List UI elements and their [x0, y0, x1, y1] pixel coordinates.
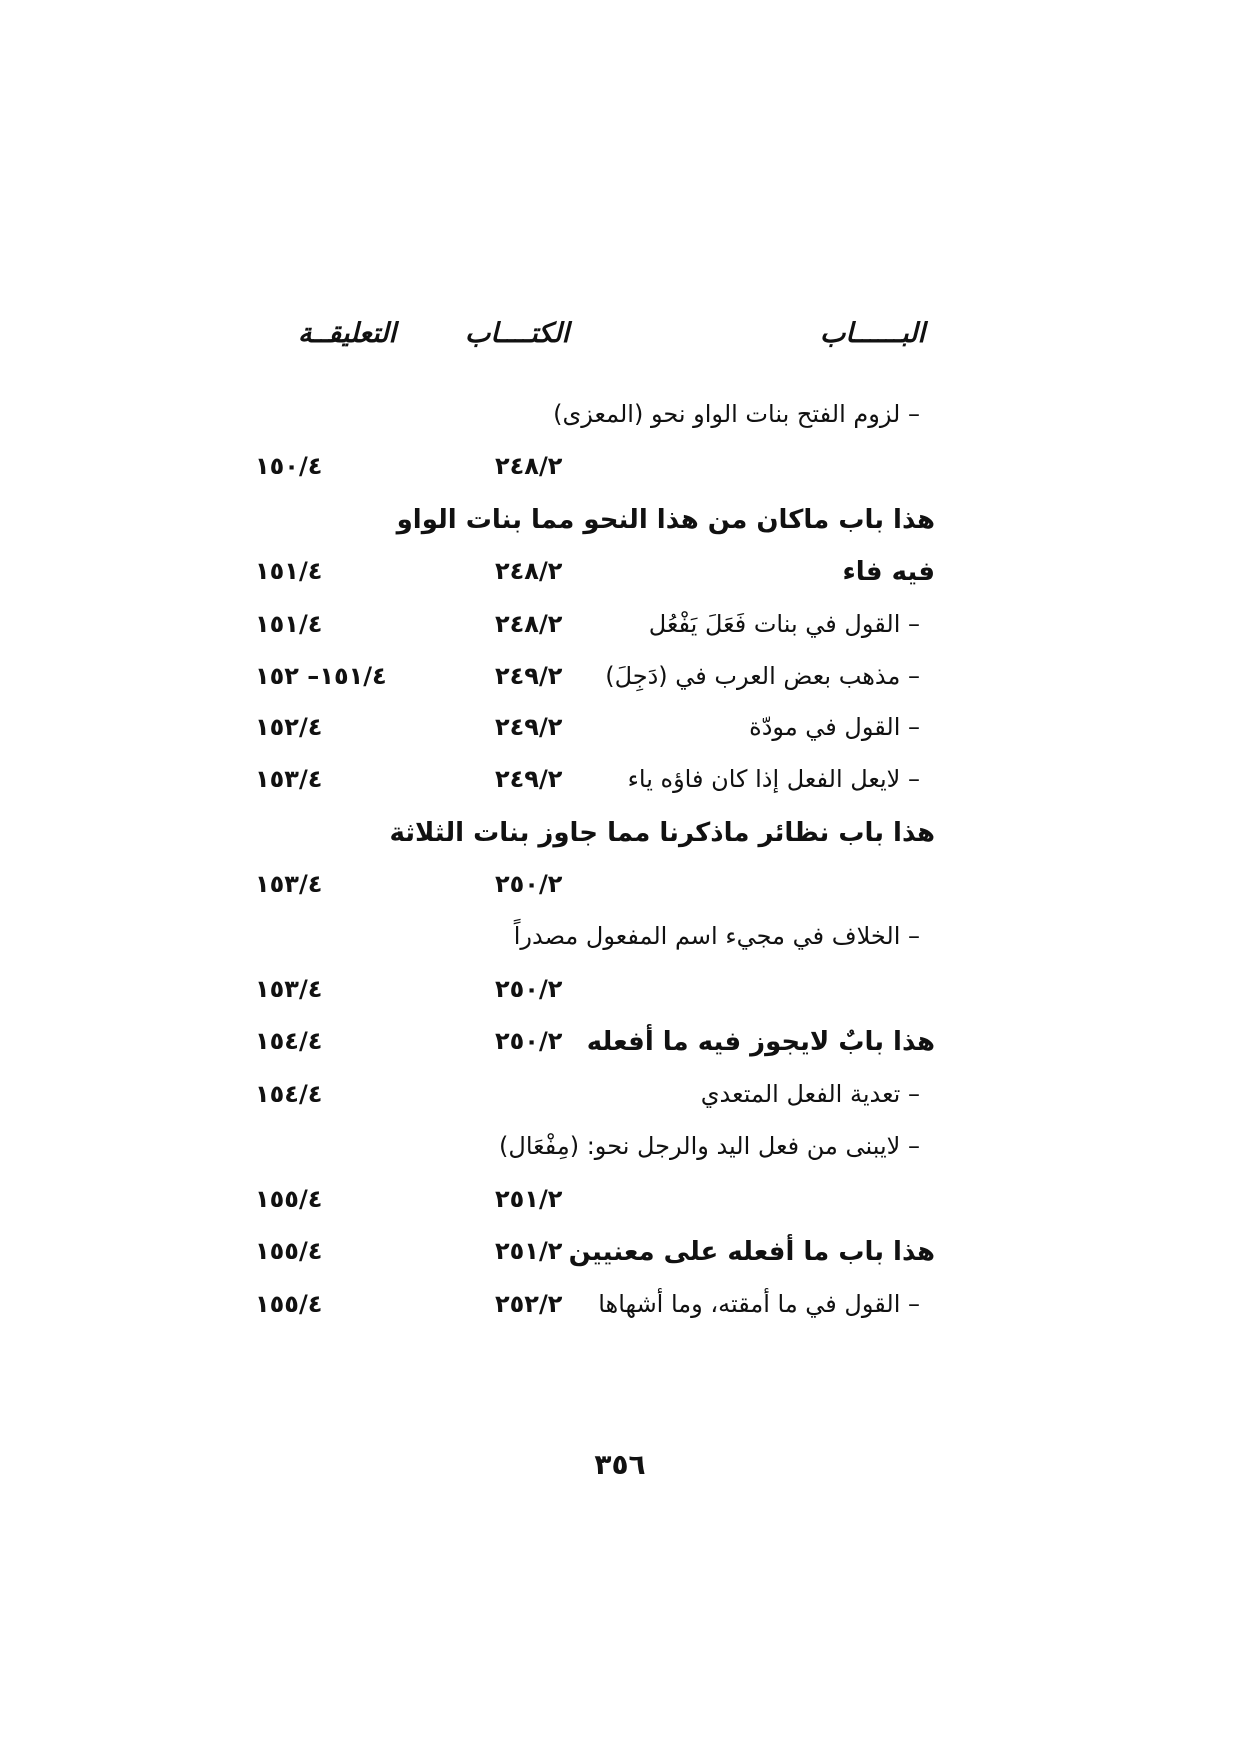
entry-title: – تعدية الفعل المتعدي	[700, 1080, 920, 1108]
entry-title: – القول في ما أمقته، وما أشهاها	[598, 1290, 920, 1318]
commentary-ref: ١٥٠/٤	[255, 452, 323, 480]
header-bab: البــــــاب	[820, 318, 925, 349]
book-ref: ٢٤٨/٢	[495, 452, 563, 480]
commentary-ref: ١٥٥/٤	[255, 1290, 323, 1318]
index-row	[0, 1290, 1240, 1330]
book-ref: ٢٤٩/٢	[495, 662, 563, 690]
commentary-ref: ١٥٤/٤	[255, 1027, 323, 1055]
book-ref: ٢٥١/٢	[495, 1237, 563, 1265]
commentary-ref: ١٥١/٤	[255, 610, 323, 638]
index-row	[0, 610, 1240, 650]
header-kitab: الكتــــاب	[465, 318, 570, 349]
commentary-ref: ١٥٣/٤	[255, 765, 323, 793]
commentary-ref: ١٥٥/٤	[255, 1237, 323, 1265]
chapter-title: هذا باب ماكان من هذا النحو مما بنات الواو	[396, 505, 935, 535]
index-row	[0, 1237, 1240, 1277]
entry-title: – القول في مودّة	[749, 713, 920, 741]
book-ref: ٢٤٩/٢	[495, 765, 563, 793]
index-row	[0, 505, 1240, 545]
index-row	[0, 713, 1240, 753]
book-ref: ٢٤٩/٢	[495, 713, 563, 741]
entry-title: – لزوم الفتح بنات الواو نحو (المعزى)	[553, 400, 920, 428]
index-row	[0, 870, 1240, 910]
index-row	[0, 452, 1240, 492]
entry-title: – القول في بنات فَعَلَ يَفْعُل	[648, 610, 920, 638]
chapter-title: فيه فاء	[842, 557, 935, 587]
book-ref: ٢٥٠/٢	[495, 1027, 563, 1055]
entry-title: – مذهب بعض العرب في (دَجِلَ)	[605, 662, 920, 690]
commentary-ref: ١٥٣/٤	[255, 870, 323, 898]
chapter-title: هذا باب ما أفعله على معنيين	[568, 1237, 935, 1267]
book-ref: ٢٤٨/٢	[495, 610, 563, 638]
book-ref: ٢٤٨/٢	[495, 557, 563, 585]
index-row	[0, 400, 1240, 440]
commentary-ref: ١٥٣/٤	[255, 975, 323, 1003]
chapter-title: هذا باب نظائر ماذكرنا مما جاوز بنات الثلاثة	[389, 818, 935, 848]
index-row	[0, 1027, 1240, 1067]
index-row	[0, 1185, 1240, 1225]
entry-title: – لايبنى من فعل اليد والرجل نحو: (مِفْعَال)	[499, 1132, 920, 1160]
commentary-ref: ١٥١/٤	[255, 557, 323, 585]
book-ref: ٢٥٠/٢	[495, 870, 563, 898]
entry-title: – لايعل الفعل إذا كان فاؤه ياء	[627, 765, 920, 793]
commentary-ref: ١٥٥/٤	[255, 1185, 323, 1213]
index-row	[0, 1132, 1240, 1172]
index-row	[0, 1080, 1240, 1120]
index-row	[0, 922, 1240, 962]
commentary-ref: ١٥٢/٤	[255, 713, 323, 741]
commentary-ref: ١٥١/٤– ١٥٢	[255, 662, 387, 690]
book-ref: ٢٥١/٢	[495, 1185, 563, 1213]
commentary-ref: ١٥٤/٤	[255, 1080, 323, 1108]
book-ref: ٢٥٠/٢	[495, 975, 563, 1003]
entry-title: – الخلاف في مجيء اسم المفعول مصدراً	[513, 922, 920, 950]
index-row	[0, 662, 1240, 702]
chapter-title: هذا بابٌ لايجوز فيه ما أفعله	[586, 1027, 935, 1057]
index-row	[0, 765, 1240, 805]
book-ref: ٢٥٢/٢	[495, 1290, 563, 1318]
index-row	[0, 975, 1240, 1015]
page-number: ٣٥٦	[594, 1448, 646, 1481]
index-row	[0, 818, 1240, 858]
header-taliqa: التعليقــة	[298, 318, 396, 349]
index-row	[0, 557, 1240, 597]
